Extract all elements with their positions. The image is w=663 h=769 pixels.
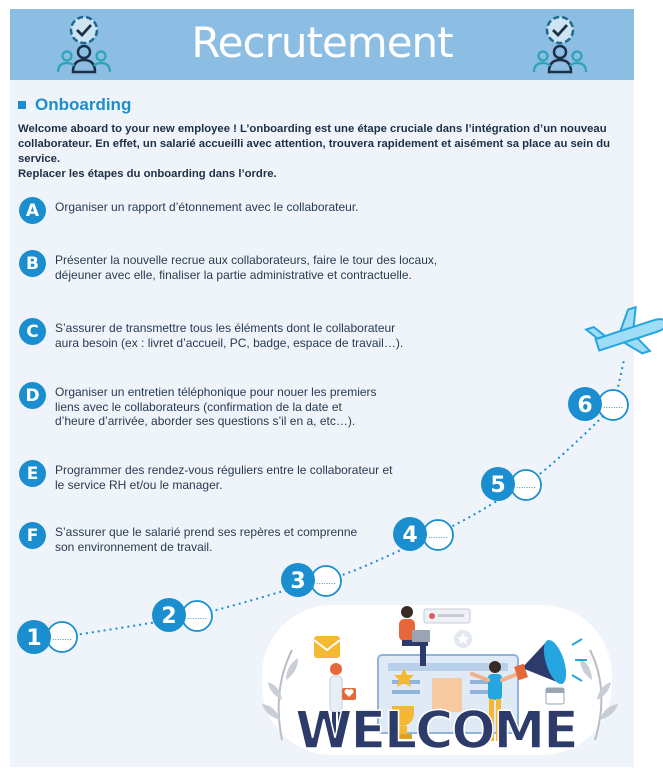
welcome-illustration [262, 605, 618, 761]
timeline-answer-blank[interactable]: ........ [427, 530, 449, 540]
timeline-number: 1 [26, 626, 42, 651]
timeline-answer-blank[interactable]: ........ [51, 632, 73, 642]
timeline-answer-blank[interactable]: ........ [186, 611, 208, 621]
timeline-step [152, 598, 212, 632]
timeline-number: 6 [577, 393, 593, 418]
step-text: Présenter la nouvelle recrue aux collaborateurs, faire le tour des locaux, déjeuner avec elle, finaliser la partie administrative et contractuelle. [55, 253, 438, 282]
airplane-icon [584, 300, 663, 368]
step-text: Organiser un entretien téléphonique pour nouer les premiers liens avec le collaborateurs (confirmation de la date et d’heure d’arrivée, aborder ses questions s’il en a, etc…). [55, 385, 377, 428]
timeline-step [393, 517, 453, 551]
step-text: S’assurer de transmettre tous les éléments dont le collaborateur aura besoin (ex : livret d’accueil, PC, badge, espace de travail…). [55, 321, 404, 350]
timeline-step [481, 467, 541, 501]
timeline-answer-blank[interactable]: ........ [315, 576, 337, 586]
timeline-step [281, 563, 341, 597]
step-letter-badge: E [19, 460, 46, 487]
step-text: Organiser un rapport d’étonnement avec le collaborateur. [55, 200, 359, 214]
instruction-text: Replacer les étapes du onboarding dans l’ordre. [18, 168, 277, 180]
step-letter-badge: D [19, 382, 46, 409]
page-title: Recrutement [191, 18, 453, 67]
timeline-answer-blank[interactable]: ........ [515, 480, 537, 490]
section-title: Onboarding [35, 95, 132, 114]
timeline-answer-blank[interactable]: ........ [602, 400, 624, 410]
timeline-dotted-path [62, 360, 624, 637]
timeline-number: 5 [490, 473, 506, 498]
step-letter-badge: F [19, 522, 46, 549]
step-letter-badge: C [19, 318, 46, 345]
timeline-step [17, 620, 77, 654]
timeline-number: 3 [290, 569, 306, 594]
timeline-step [568, 387, 628, 421]
timeline-number: 4 [402, 523, 418, 548]
welcome-word: WELCOME [295, 701, 577, 761]
intro-paragraph: Welcome aboard to your new employee ! L’onboarding est une étape cruciale dans l’intégration d’un nouveau collaborateur. En effet, un salarié accueilli avec attention, trouvera rapidement et aisément sa place au sein du service. [18, 123, 611, 165]
step-letter-badge: A [19, 197, 46, 224]
timeline-number: 2 [161, 604, 177, 629]
step-letter-badge: B [19, 250, 46, 277]
step-text: S’assurer que le salarié prend ses repères et comprenne son environnement de travail. [55, 525, 358, 554]
step-text: Programmer des rendez-vous réguliers entre le collaborateur et le service RH et/ou le manager. [55, 463, 393, 492]
